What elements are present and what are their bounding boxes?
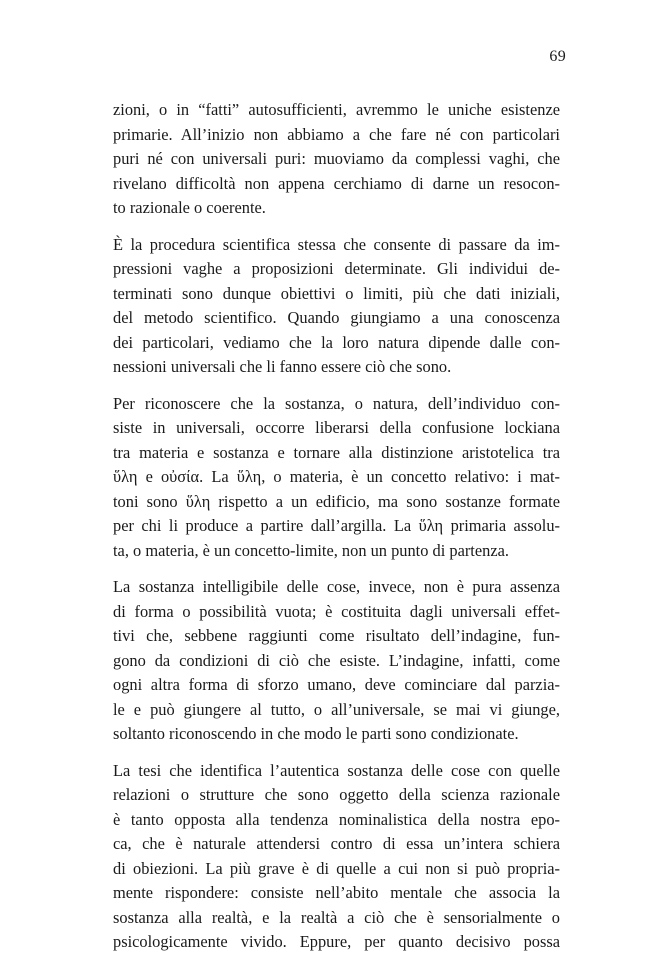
paragraph-4 (113, 575, 560, 747)
text-line: tivi che, sebbene raggiunti come risultato dell’indagine, fun- (113, 626, 560, 645)
paragraph-1 (113, 98, 560, 221)
text-line: siste in universali, occorre liberarsi della confusione lockiana (113, 418, 560, 437)
paragraph-2 (113, 233, 560, 380)
text-line: di forma o possibilità vuota; è costituita dagli universali effet- (113, 601, 560, 621)
text-line: relazioni o strutture che sono oggetto della scienza razionale (113, 785, 560, 804)
paragraph-3 (113, 392, 560, 564)
text-line: to razionale o coerente. (113, 198, 266, 217)
page-number: 69 (549, 48, 566, 65)
text-line: pressioni vaghe a proposizioni determinate. Gli individui de- (113, 259, 560, 278)
text-line: mente rispondere: consiste nell’abito mentale che associa la (113, 883, 560, 902)
text-line: ὕλη e οὐσία. La ὕλη, o materia, è un concetto relativo: i mat- (113, 467, 560, 486)
text-line: nessioni universali che li fanno essere ciò che sono. (113, 357, 452, 376)
body-text (113, 98, 560, 967)
text-line: dei particolari, vediamo che la loro natura dipende dalle con- (113, 332, 560, 352)
text-line: rivelano difficoltà non appena cerchiamo di darne un resocon- (113, 173, 560, 193)
text-line: psicologicamente vivido. Eppure, per quanto decisivo possa (113, 932, 560, 951)
text-line: ta, o materia, è un concetto-limite, non un punto di partenza. (113, 540, 509, 560)
text-line: di obiezioni. La più grave è di quelle a cui non si può propria- (113, 858, 560, 878)
text-line: La sostanza intelligibile delle cose, invece, non è pura assenza (113, 577, 560, 596)
text-line: terminati sono dunque obiettivi o limiti, più che dati iniziali, (113, 283, 560, 303)
text-line: ca, che è naturale attendersi contro di essa un’intera schiera (113, 834, 560, 853)
text-line: tra materia e sostanza e tornare alla distinzione aristotelica tra (113, 442, 560, 462)
text-line: le e può giungere al tutto, o all’universale, se mai vi giunge, (113, 699, 560, 719)
text-line: Per riconoscere che la sostanza, o natura, dell’individuo con- (113, 393, 560, 413)
text-line: toni sono ὕλη rispetto a un edificio, ma sono sostanze formate (113, 491, 560, 511)
text-line: zioni, o in “fatti” autosufficienti, avremmo le uniche esistenze (113, 100, 560, 119)
text-line: del metodo scientifico. Quando giungiamo a una conoscenza (113, 308, 560, 327)
text-line: per chi li produce a partire dall’argilla. La ὕλη primaria assolu- (113, 516, 560, 535)
text-line: puri né con universali puri: muoviamo da complessi vaghi, che (113, 149, 560, 168)
paragraph-5 (113, 759, 560, 955)
text-line: È la procedura scientifica stessa che consente di passare da im- (113, 234, 560, 254)
text-line: soltanto riconoscendo in che modo le parti sono condizionate. (113, 724, 519, 743)
text-line: è tanto opposta alla tendenza nominalistica della nostra epo- (113, 809, 560, 829)
text-line: La tesi che identifica l’autentica sostanza delle cose con quelle (113, 760, 560, 780)
text-line: primarie. All’inizio non abbiamo a che fare né con particolari (113, 124, 560, 144)
text-line: gono da condizioni di ciò che esiste. L’indagine, infatti, come (113, 650, 560, 670)
text-line: sostanza alla realtà, e la realtà a ciò che è sensorialmente o (113, 907, 560, 927)
text-line: ogni altra forma di sforzo umano, deve cominciare dal parzia- (113, 675, 560, 694)
